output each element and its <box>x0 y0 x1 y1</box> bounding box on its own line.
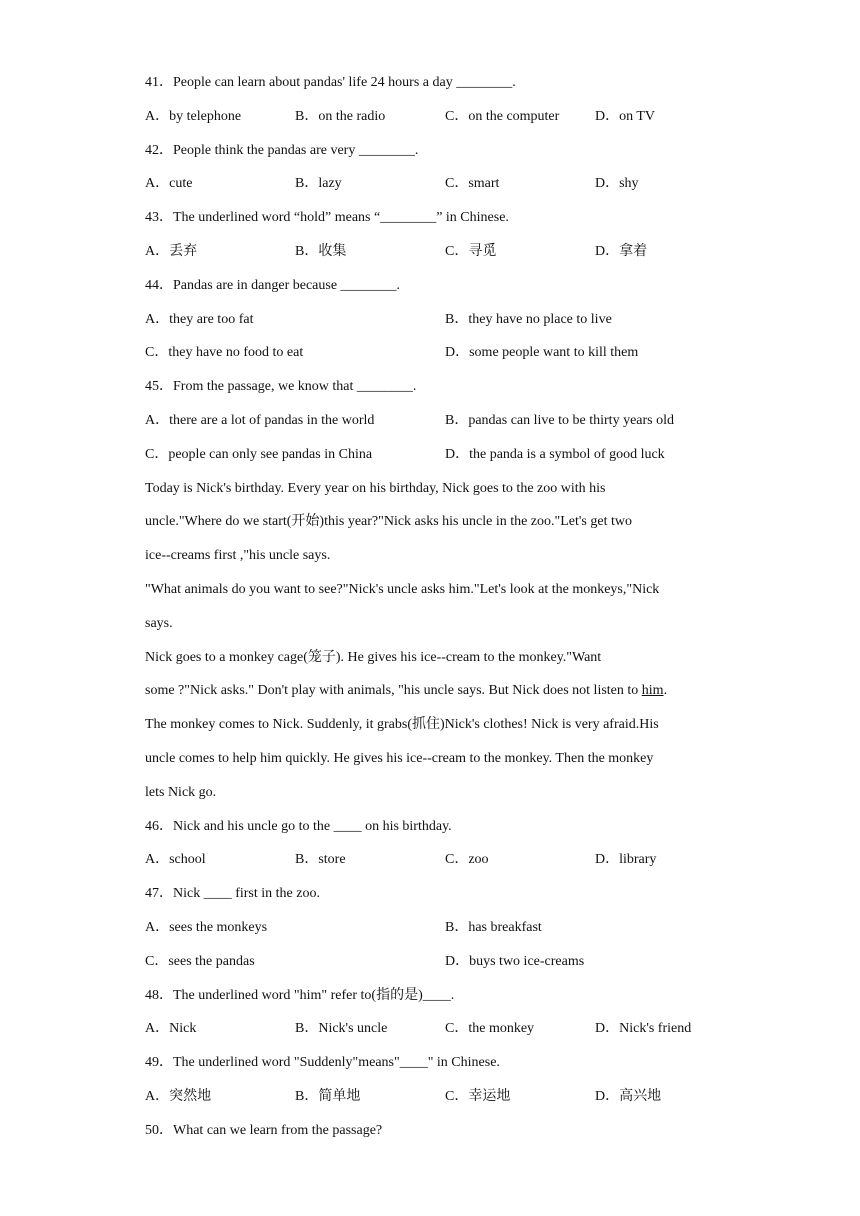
passage-line: says. <box>145 615 173 631</box>
question-49-options <box>145 1080 715 1114</box>
question-47-options-row2 <box>145 945 715 979</box>
option-d: D．拿着 <box>595 243 648 259</box>
question-44-options-row1 <box>145 303 715 337</box>
option-c: C．幸运地 <box>445 1088 511 1104</box>
question-42-options <box>145 167 715 201</box>
question-46: 46．Nick and his uncle go to the ____ on his birthday. <box>145 818 452 834</box>
option-d: D．高兴地 <box>595 1088 662 1104</box>
option-b: B．store <box>295 852 346 868</box>
passage-line: uncle comes to help him quickly. He gives his ice--cream to the monkey. Then the monkey <box>145 750 654 766</box>
underlined-word: him <box>641 683 664 699</box>
option-c: C．the monkey <box>445 1021 535 1037</box>
passage-line <box>145 674 715 708</box>
question-45-options-row2 <box>145 438 715 472</box>
option-d: D．buys two ice-creams <box>445 953 585 969</box>
option-b: B．has breakfast <box>445 919 542 935</box>
exam-page <box>145 66 715 1148</box>
option-d: D．library <box>595 852 657 868</box>
option-b: B．lazy <box>295 176 342 192</box>
question-48-options <box>145 1012 715 1046</box>
passage-text: some ?"Nick asks." Don't play with animals, "his uncle says. But Nick does not listen to <box>145 683 642 699</box>
option-d: D．on TV <box>595 108 656 124</box>
question-43: 43．The underlined word “hold” means “________” in Chinese. <box>145 210 509 226</box>
option-b: B．pandas can live to be thirty years old <box>445 412 674 428</box>
passage-text: . <box>663 683 668 699</box>
option-c: C．smart <box>445 176 500 192</box>
option-d: D．shy <box>595 176 639 192</box>
option-b: B．Nick's uncle <box>295 1021 388 1037</box>
option-d: D．Nick's friend <box>595 1021 692 1037</box>
option-d: D．the panda is a symbol of good luck <box>445 446 665 462</box>
question-42: 42．People think the pandas are very ________. <box>145 142 419 158</box>
passage-line: ice--creams first ,"his uncle says. <box>145 548 331 564</box>
option-a: A．cute <box>145 176 193 192</box>
question-49: 49．The underlined word "Suddenly"means"____" in Chinese. <box>145 1055 500 1071</box>
question-41-options <box>145 100 715 134</box>
option-a: A．sees the monkeys <box>145 919 268 935</box>
option-c: C．sees the pandas <box>145 953 255 969</box>
option-c: C．on the computer <box>445 108 560 124</box>
question-50: 50．What can we learn from the passage? <box>145 1122 383 1138</box>
option-b: B．they have no place to live <box>445 311 612 327</box>
option-a: A．by telephone <box>145 108 242 124</box>
option-c: C．zoo <box>445 852 489 868</box>
passage-line: Nick goes to a monkey cage(笼子). He gives his ice--cream to the monkey."Want <box>145 649 602 665</box>
option-a: A．they are too fat <box>145 311 254 327</box>
question-47-options-row1 <box>145 911 715 945</box>
option-b: B．收集 <box>295 243 347 259</box>
option-a: A．丢弃 <box>145 243 198 259</box>
question-48: 48．The underlined word "him" refer to(指的是)____. <box>145 987 455 1003</box>
passage-line: Today is Nick's birthday. Every year on his birthday, Nick goes to the zoo with his <box>145 480 606 496</box>
option-c: C．they have no food to eat <box>145 345 304 361</box>
question-44: 44．Pandas are in danger because ________. <box>145 277 401 293</box>
option-d: D．some people want to kill them <box>445 345 639 361</box>
option-c: C．people can only see pandas in China <box>145 446 373 462</box>
option-a: A．Nick <box>145 1021 197 1037</box>
question-46-options <box>145 843 715 877</box>
passage-line: The monkey comes to Nick. Suddenly, it grabs(抓住)Nick's clothes! Nick is very afraid.His <box>145 717 659 733</box>
passage-line: lets Nick go. <box>145 784 217 800</box>
question-43-options <box>145 235 715 269</box>
option-a: A．突然地 <box>145 1088 212 1104</box>
passage-line: "What animals do you want to see?"Nick's uncle asks him."Let's look at the monkeys,"Nick <box>145 581 660 597</box>
question-45-options-row1 <box>145 404 715 438</box>
question-44-options-row2 <box>145 336 715 370</box>
option-c: C．寻觅 <box>445 243 497 259</box>
option-b: B．on the radio <box>295 108 386 124</box>
question-47: 47．Nick ____ first in the zoo. <box>145 886 320 902</box>
question-45: 45．From the passage, we know that ________. <box>145 379 417 395</box>
question-41: 41．People can learn about pandas' life 24 hours a day ________. <box>145 75 516 90</box>
passage-line: uncle."Where do we start(开始)this year?"Nick asks his uncle in the zoo."Let's get two <box>145 514 632 530</box>
option-a: A．there are a lot of pandas in the world <box>145 412 375 428</box>
option-a: A．school <box>145 852 206 868</box>
option-b: B．简单地 <box>295 1088 361 1104</box>
